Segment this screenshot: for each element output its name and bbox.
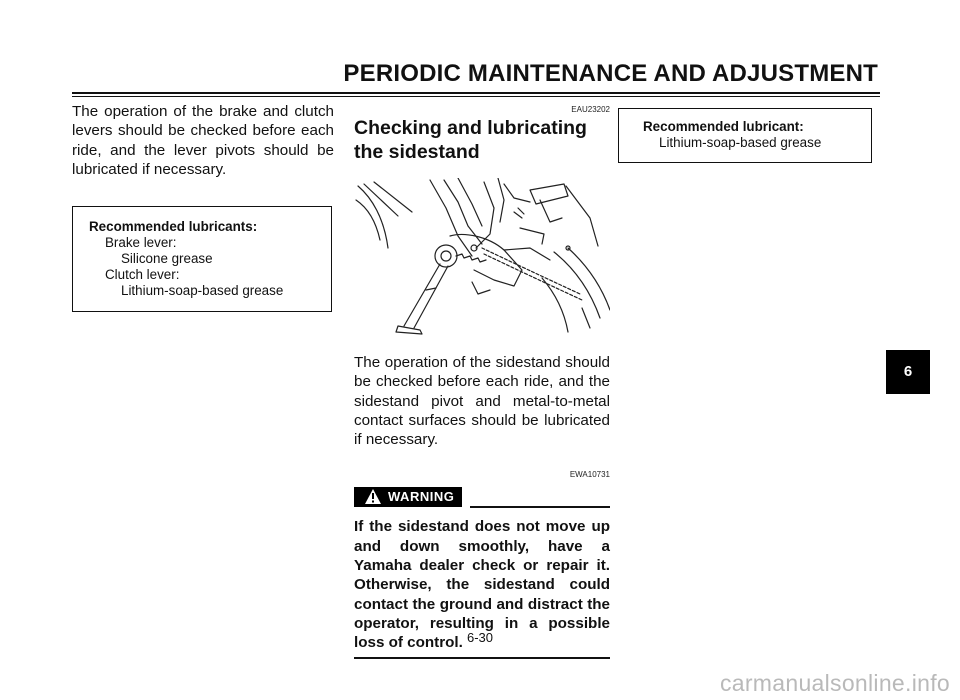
- clutch-lever-lubricant: Lithium-soap-based grease: [121, 283, 284, 299]
- left-column: [72, 102, 334, 312]
- brake-lever-lubricant: Silicone grease: [121, 251, 213, 267]
- sidestand-illustration: [354, 178, 610, 338]
- recommended-lubricant-box: [618, 108, 872, 163]
- middle-column: [354, 102, 610, 659]
- warning-text: If the sidestand does not move up and down smoothly, have a Yamaha dealer check or repair it. Otherwise, the sidestand could contact the ground and distract the operator, resulting in a possible loss of control.: [354, 518, 610, 652]
- warning-bottom-rule: [354, 657, 610, 659]
- warning-top-rule: [470, 506, 610, 508]
- brake-clutch-paragraph: The operation of the brake and clutch levers should be checked before each ride, and the lever pivots should be lubricated if necessary.: [72, 103, 334, 178]
- warning-label: WARNING: [388, 489, 455, 505]
- warning-triangle-icon: [365, 489, 381, 504]
- right-column: [618, 102, 872, 163]
- brake-lever-label: Brake lever:: [105, 235, 177, 251]
- warning-code: EWA10731: [569, 470, 610, 480]
- header-rule-thin: [72, 96, 880, 97]
- recommended-lubricants-box: [72, 206, 332, 312]
- lubricant-box-title: Recommended lubricant:: [643, 119, 804, 134]
- section-title: Checking and lubricating the sidestand: [354, 117, 587, 163]
- lubricant-value: Lithium-soap-based grease: [659, 135, 822, 150]
- warning-header: [354, 485, 610, 511]
- lubricants-box-title: Recommended lubricants:: [89, 219, 258, 235]
- watermark: carmanualsonline.info: [719, 670, 950, 696]
- page-number: 6-30: [466, 630, 494, 645]
- header-rule: [72, 92, 880, 94]
- warning-badge: [354, 487, 462, 507]
- chapter-tab: 6: [886, 350, 930, 394]
- clutch-lever-label: Clutch lever:: [105, 267, 180, 283]
- sidestand-paragraph: The operation of the sidestand should be checked before each ride, and the sidestand pivot and metal-to-metal contact surfaces should be lubricated if necessary.: [354, 354, 610, 449]
- page-header-title: PERIODIC MAINTENANCE AND ADJUSTMENT: [343, 60, 878, 87]
- section-code: EAU23202: [571, 105, 610, 114]
